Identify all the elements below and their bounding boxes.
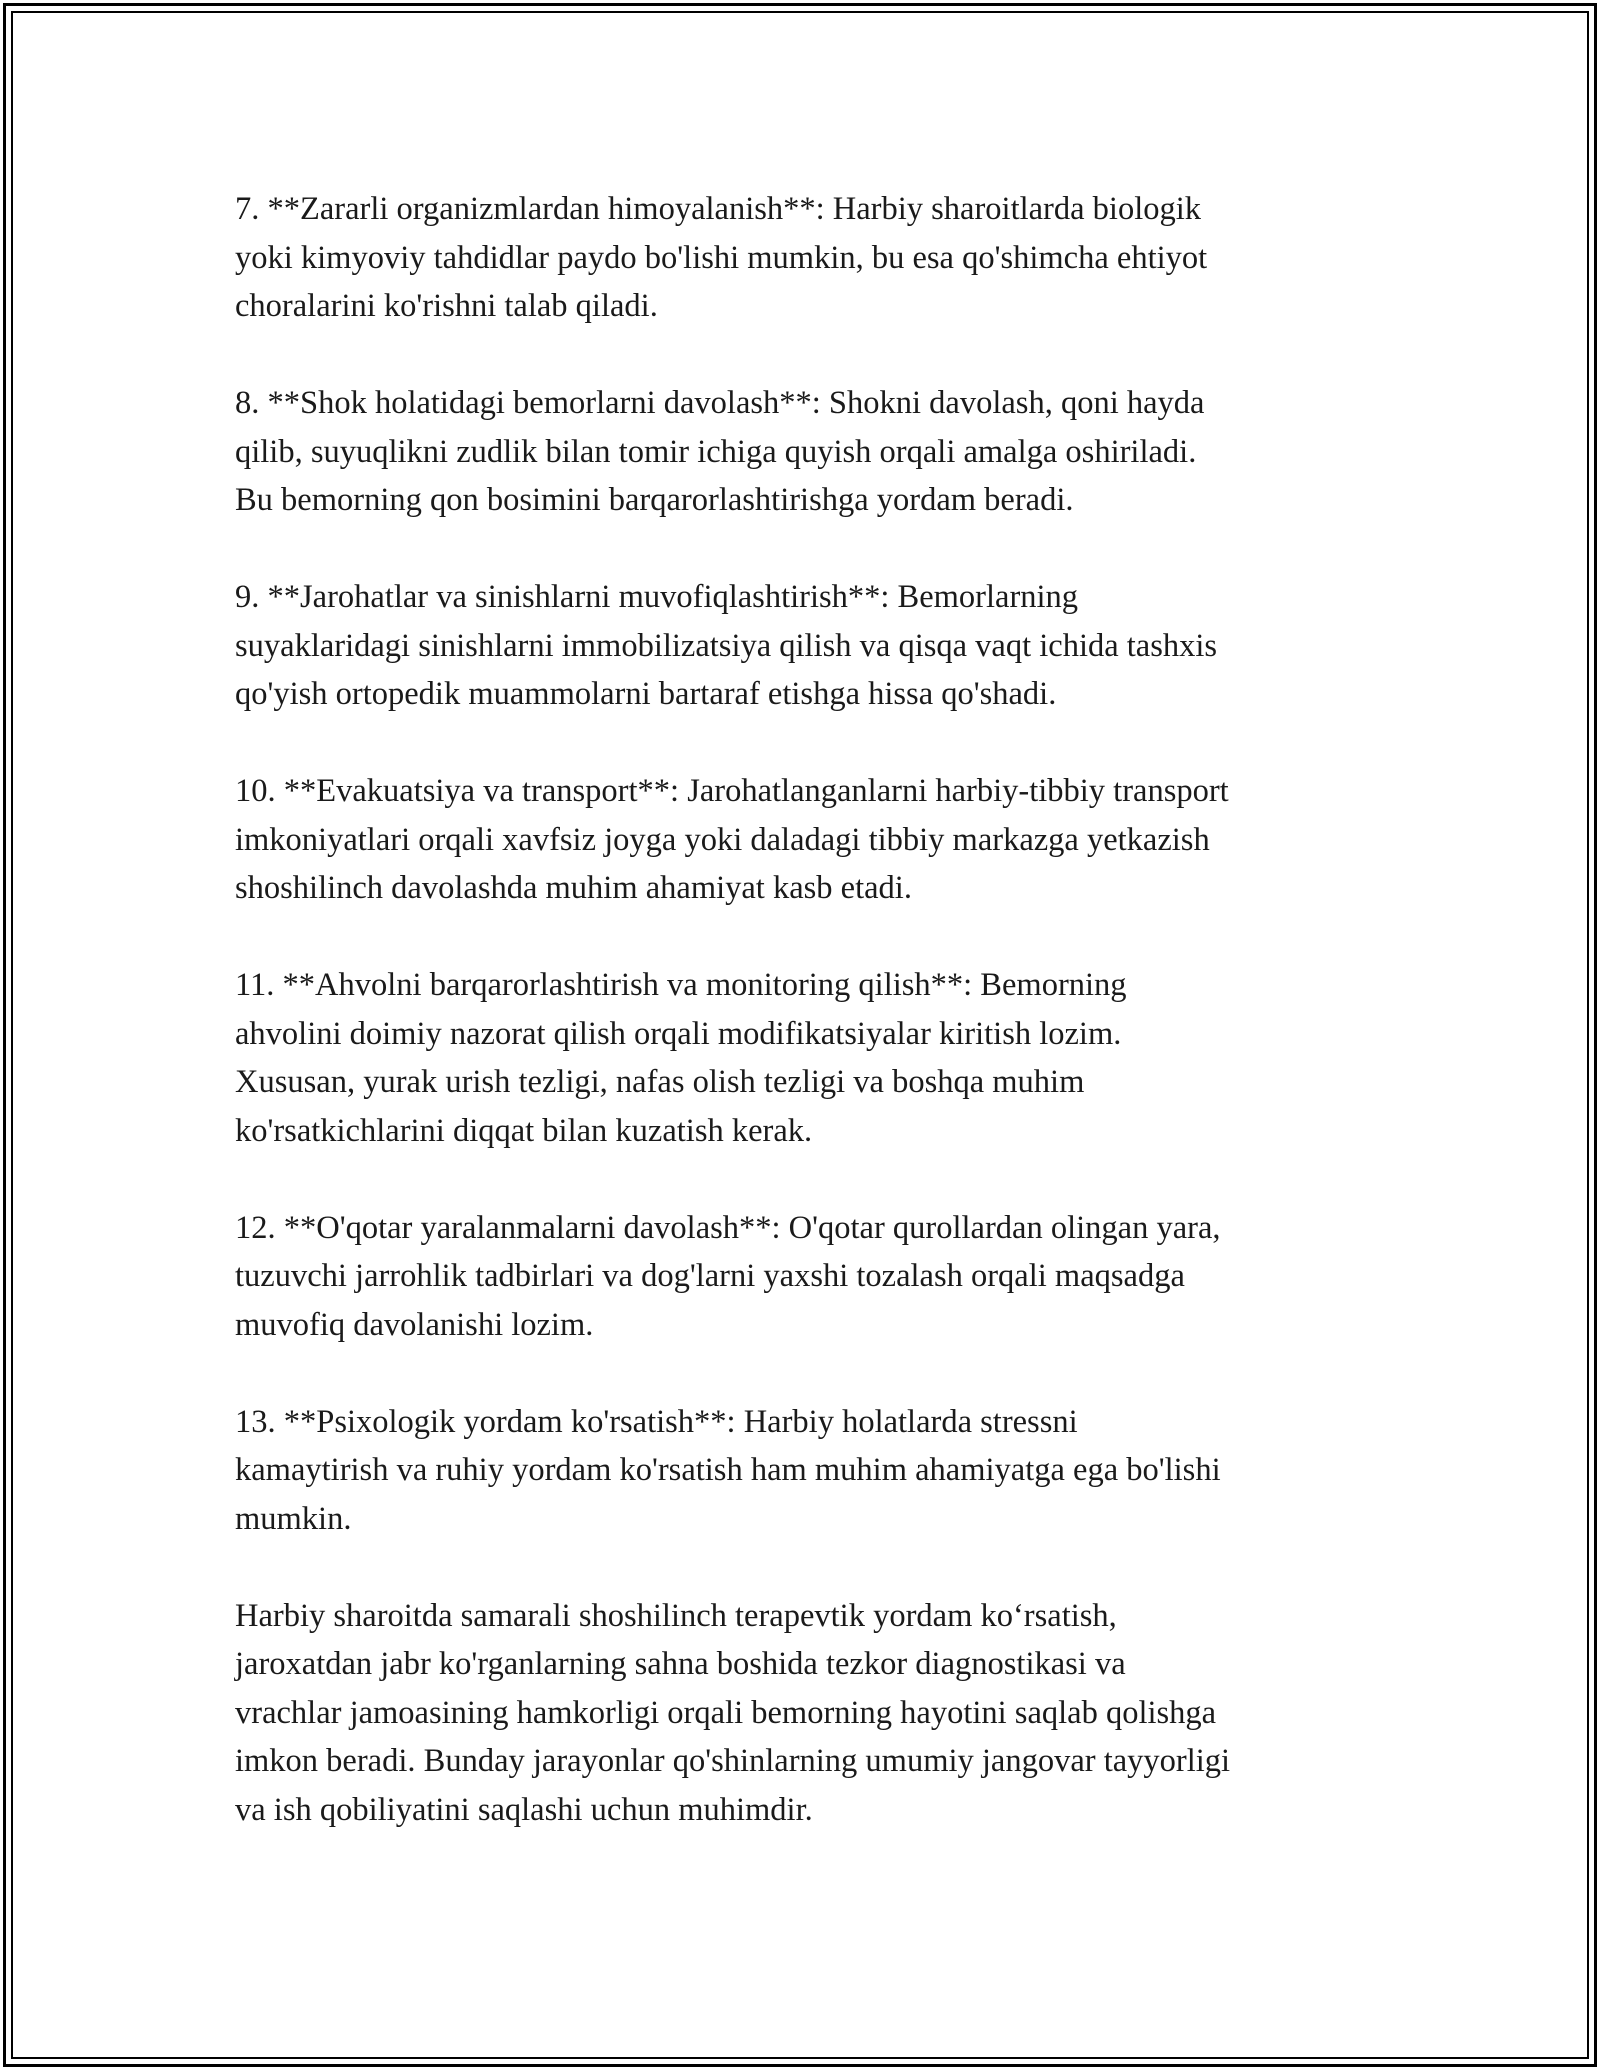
- text-line: imkoniyatlari orqali xavfsiz joyga yoki daladagi tibbiy markazga yetkazish: [235, 821, 1210, 858]
- text-line: qo'yish ortopedik muammolarni bartaraf etishga hissa qo'shadi.: [235, 676, 1057, 712]
- paragraph-item-12: [235, 1204, 1375, 1350]
- text-line: tuzuvchi jarrohlik tadbirlari va dog'larni yaxshi tozalash orqali maqsadga: [235, 1258, 1185, 1294]
- document-body: [235, 185, 1375, 1883]
- text-line: imkon beradi. Bunday jarayonlar qo'shinlarning umumiy jangovar tayyorligi: [235, 1743, 1231, 1779]
- text-line: ahvolini doimiy nazorat qilish orqali modifikatsiyalar kiritish lozim.: [235, 1015, 1122, 1052]
- paragraph-item-9: [235, 573, 1375, 719]
- text-line: shoshilinch davolashda muhim ahamiyat kasb etadi.: [235, 870, 912, 906]
- text-line: 7. **Zararli organizmlardan himoyalanish**: Harbiy sharoitlarda biologik: [235, 191, 1202, 227]
- text-line: muvofiq davolanishi lozim.: [235, 1306, 594, 1343]
- text-line: mumkin.: [235, 1500, 352, 1537]
- paragraph-item-8: [235, 379, 1375, 525]
- paragraph-conclusion: [235, 1592, 1375, 1835]
- text-line: 9. **Jarohatlar va sinishlarni muvofiqlashtirish**: Bemorlarning: [235, 579, 1079, 615]
- text-line: va ish qobiliyatini saqlashi uchun muhimdir.: [235, 1791, 813, 1828]
- text-line: Harbiy sharoitda samarali shoshilinch terapevtik yordam ko‘rsatish,: [235, 1597, 1117, 1634]
- text-line: ko'rsatkichlarini diqqat bilan kuzatish kerak.: [235, 1112, 813, 1149]
- text-line: vrachlar jamoasining hamkorligi orqali bemorning hayotini saqlab qolishga: [235, 1694, 1217, 1731]
- paragraph-item-13: [235, 1398, 1375, 1544]
- text-line: qilib, suyuqlikni zudlik bilan tomir ichiga quyish orqali amalga oshiriladi.: [235, 433, 1197, 470]
- text-line: 13. **Psixologik yordam ko'rsatish**: Harbiy holatlarda stressni: [235, 1403, 1078, 1440]
- text-line: 8. **Shok holatidagi bemorlarni davolash**: Shokni davolash, qoni hayda: [235, 385, 1205, 421]
- text-line: suyaklaridagi sinishlarni immobilizatsiya qilish va qisqa vaqt ichida tashxis: [235, 627, 1218, 664]
- text-line: choralarini ko'rishni talab qiladi.: [235, 288, 658, 324]
- text-line: Xususan, yurak urish tezligi, nafas olish tezligi va boshqa muhim: [235, 1064, 1085, 1100]
- paragraph-item-10: [235, 767, 1375, 913]
- text-line: Bu bemorning qon bosimini barqarorlashtirishga yordam beradi.: [235, 482, 1074, 518]
- text-line: yoki kimyoviy tahdidlar paydo bo'lishi mumkin, bu esa qo'shimcha ehtiyot: [235, 239, 1208, 276]
- paragraph-item-7: [235, 185, 1375, 331]
- text-line: 12. **O'qotar yaralanmalarni davolash**: O'qotar qurollardan olingan yara,: [235, 1209, 1221, 1246]
- paragraph-item-11: [235, 961, 1375, 1155]
- text-line: jaroxatdan jabr ko'rganlarning sahna boshida tezkor diagnostikasi va: [235, 1646, 1126, 1682]
- text-line: kamaytirish va ruhiy yordam ko'rsatish ham muhim ahamiyatga ega bo'lishi: [235, 1452, 1221, 1488]
- text-line: 11. **Ahvolni barqarorlashtirish va monitoring qilish**: Bemorning: [235, 967, 1127, 1003]
- text-line: 10. **Evakuatsiya va transport**: Jarohatlanganlarni harbiy-tibbiy transport: [235, 773, 1229, 809]
